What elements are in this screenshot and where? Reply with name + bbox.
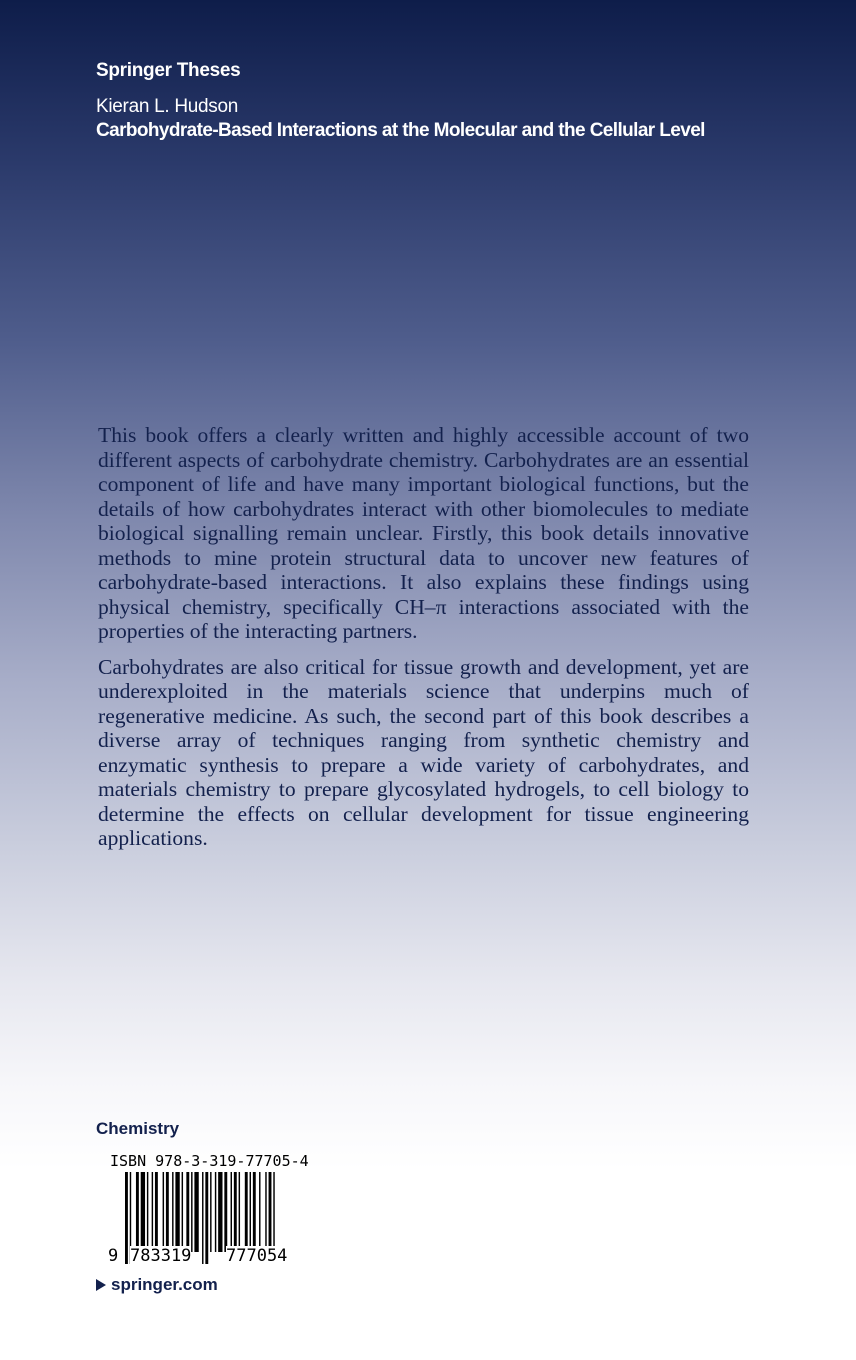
barcode-bar [186,1172,189,1252]
barcode-bar [215,1172,216,1252]
barcode-bar [125,1172,128,1264]
barcode-bar [265,1172,266,1252]
barcode-bar [136,1172,139,1252]
barcode-bar [202,1172,203,1264]
barcode-bar [269,1172,272,1252]
barcode-bar [141,1172,145,1252]
book-title: Carbohydrate-Based Interactions at the Molecular and the Cellular Level [96,120,705,141]
barcode-bar [147,1172,148,1252]
arrow-right-icon [96,1279,106,1291]
subject-label: Chemistry [96,1119,180,1138]
barcode-left-digits: 783319 [130,1246,192,1266]
barcode-bar [191,1172,192,1252]
barcode-bar [218,1172,222,1252]
series-name: Springer Theses [96,60,241,81]
barcode-bar [182,1172,183,1252]
barcode-lead-digit: 9 [108,1246,119,1266]
blurb-paragraph-2: Carbohydrates are also critical for tissue growth and development, yet are underexploited in the materials science that underpins much of regenerative medicine. As such, the second part of this book describes a diverse array of techniques ranging from synthetic chemistry and enzymatic synthesis to prepare a wide variety of carbohydrates, and materials chemistry to prepare glycosylated hydrogels, to cell biology to determine the effects on cellular development for tissue engineering applications. [98,654,749,850]
barcode-bar [163,1172,164,1252]
isbn-label: ISBN 978-3-319-77705-4 [110,1152,309,1170]
barcode-bar [194,1172,198,1252]
barcode-bar [231,1172,232,1252]
barcode-bar [224,1172,227,1252]
blurb-paragraph-1: This book offers a clearly written and highly accessible account of two different aspects of carbohydrate chemistry. Carbohydrates are an essential component of life and have many important biological functions, but the details of how carbohydrates interact with other biomolecules to mediate biological signalling remain unclear. Firstly, this book details innovative methods to mine protein structural data to uncover new features of carbohydrate-based interactions. It also explains these findings using physical chemistry, specifically CH–π interactions associated with the properties of the interacting partners. [98,423,749,643]
publisher-link-text[interactable]: springer.com [111,1275,218,1294]
barcode-bar [245,1172,248,1252]
barcode-bar [259,1172,260,1252]
barcode-bar [152,1172,153,1252]
barcode-block [106,1150,316,1268]
barcode-bar [234,1172,237,1252]
barcode-bar [210,1172,211,1252]
barcode-bar [205,1172,208,1264]
blurb [98,423,749,862]
barcode-right-digits: 777054 [226,1246,288,1266]
author-name: Kieran L. Hudson [96,96,239,117]
barcode-bar [166,1172,169,1252]
barcode-bar [172,1172,173,1252]
publisher-link[interactable] [96,1275,218,1295]
barcode-bar [175,1172,179,1252]
barcode-bar [155,1172,158,1252]
barcode-bar [250,1172,251,1252]
barcode-bar [253,1172,256,1252]
barcode-bar [239,1172,240,1252]
